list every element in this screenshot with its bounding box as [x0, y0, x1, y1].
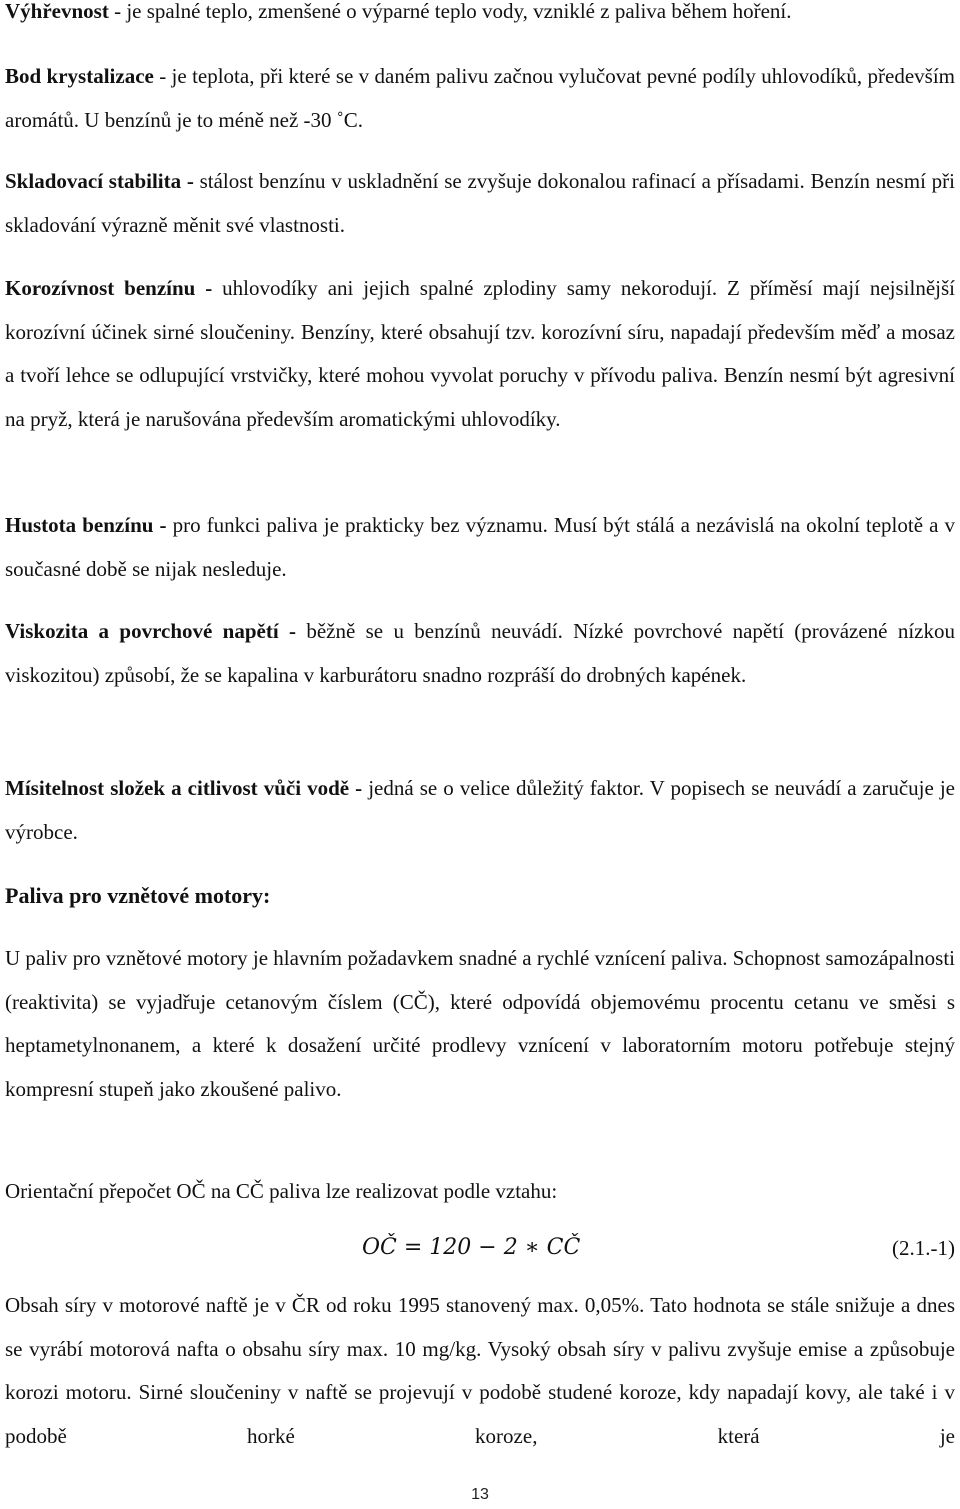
paragraph-vyhrevnost — [5, 0, 792, 34]
equation-formula: OČ = 120 − 2 ∗ CČ — [362, 1235, 581, 1260]
text-korozivnost: uhlovodíky ani jejich spalné zplodiny samy nekorodují. Z příměsí mají nejsilnější korozívní účinek sirné sloučeniny. Benzíny, které obsahují tzv. korozívní síru, napadají především měď a mosaz a tvoří lehce se odlupující vrstvičky, které mohou vyvolat poruchy v přívodu paliva. Benzín nesmí být agresivní na pryž, která je narušována především aromatickými uhlovodíky. — [5, 276, 956, 431]
term-hustota: Hustota benzínu - — [5, 513, 167, 537]
paragraph-misitelnost — [5, 767, 955, 854]
equation-block — [5, 1226, 955, 1270]
text-misitelnost: jedná se o velice důležitý faktor. V popisech se neuvádí a zaručuje je výrobce. — [5, 776, 956, 844]
equation-number: (2.1.-1) — [892, 1236, 955, 1260]
text-skladovaci-stabilita: stálost benzínu v uskladnění se zvyšuje dokonalou rafinací a přísadami. Benzín nesmí při skladování výrazně měnit své vlastnosti. — [5, 169, 955, 237]
paragraph-hustota — [5, 504, 955, 591]
paragraph-viskozita — [5, 610, 955, 697]
page-number: 13 — [471, 1486, 489, 1503]
text-hustota: pro funkci paliva je prakticky bez významu. Musí být stálá a nezávislá na okolní teplotě a v současné době se nijak nesleduje. — [5, 513, 955, 581]
paragraph-obsah-siry: Obsah síry v motorové naftě je v ČR od roku 1995 stanovený max. 0,05%. Tato hodnota se stále snižuje a dnes se vyrábí motorová nafta o obsahu síry max. 10 mg/kg. Vysoký obsah síry v palivu zvyšuje emise a způsobuje korozi motoru. Sirné sloučeniny v naftě se projevují v podobě studené koroze, kdy napadají kovy, ale také i v podobě horké koroze, která je — [5, 1293, 955, 1448]
text-viskozita: běžně se u benzínů neuvádí. Nízké povrchové napětí (provázené nízkou viskozitou) způsobí, že se kapalina v karburátoru snadno rozpráší do drobných kapének. — [5, 619, 955, 687]
paragraph-vznetove-motory: U paliv pro vznětové motory je hlavním požadavkem snadné a rychlé vznícení paliva. Schopnost samozápalnosti (reaktivita) se vyjadřuje cetanovým číslem (CČ), které odpovídá objemovému procentu cetanu ve směsi s heptametylnonanem, a které k dosažení určité prodlevy vznícení v laboratorním motoru potřebuje stejný kompresní stupeň jako zkoušené palivo. — [5, 946, 955, 1101]
paragraph-korozivnost — [5, 267, 955, 441]
term-viskozita: Viskozita a povrchové napětí - — [5, 619, 296, 643]
paragraph-prepocet: Orientační přepočet OČ na CČ paliva lze realizovat podle vztahu: — [5, 1179, 558, 1203]
heading-paliva-vznetove: Paliva pro vznětové motory: — [5, 883, 271, 908]
term-korozivnost: Korozívnost benzínu - — [5, 276, 213, 300]
term-misitelnost: Mísitelnost složek a citlivost vůči vodě - — [5, 776, 363, 800]
text-vyhrevnost: - je spalné teplo, zmenšené o výparné teplo vody, vzniklé z paliva během hoření. — [108, 0, 792, 23]
paragraph-skladovaci-stabilita — [5, 160, 955, 247]
term-skladovaci-stabilita: Skladovací stabilita - — [5, 169, 194, 193]
section-heading — [5, 874, 270, 918]
term-bod-krystalizace: Bod krystalizace — [5, 64, 154, 88]
paragraph-bod-krystalizace — [5, 55, 955, 142]
term-vyhrevnost: Výhřevnost — [5, 0, 109, 23]
text-bod-krystalizace: - je teplota, při které se v daném palivu začnou vylučovat pevné podíly uhlovodíků, především aromátů. U benzínů je to méně než -30 ˚C. — [5, 64, 955, 132]
